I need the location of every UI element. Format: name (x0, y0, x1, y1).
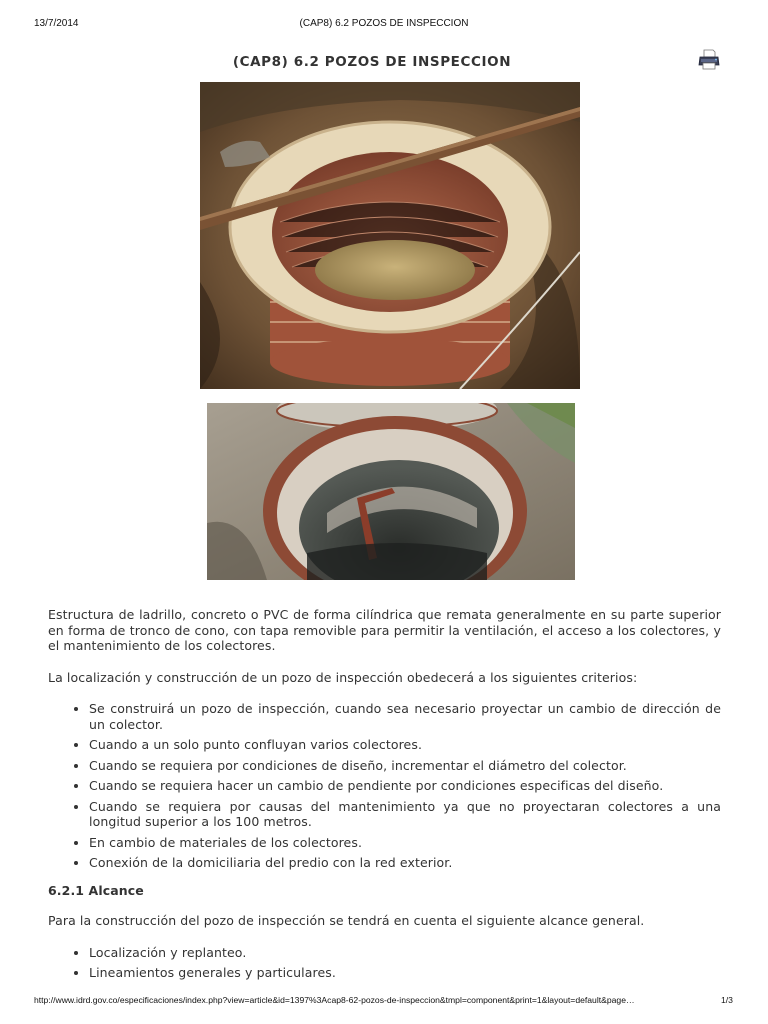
scope-list (48, 945, 721, 981)
article-title: (CAP8) 6.2 POZOS DE INSPECCION (232, 54, 512, 70)
bullet-icon (74, 805, 78, 809)
criteria-intro-paragraph: La localización y construcción de un pozo de inspección obedecerá a los siguientes criterios: (48, 669, 638, 685)
bullet-icon (74, 784, 78, 788)
list-item (48, 701, 721, 732)
list-item-text: Cuando se requiera hacer un cambio de pendiente por condiciones especificas del diseño. (89, 778, 664, 793)
section-heading-alcance: 6.2.1 Alcance (48, 882, 144, 898)
list-item (48, 737, 721, 753)
list-item (48, 945, 721, 961)
list-item (48, 758, 721, 774)
bullet-icon (74, 841, 78, 845)
bullet-icon (74, 951, 78, 955)
print-date: 13/7/2014 (34, 18, 79, 29)
brick-manhole-photo (200, 82, 580, 389)
list-item (48, 799, 721, 830)
list-item-text: Cuando a un solo punto confluyan varios colectores. (89, 737, 423, 752)
bullet-icon (74, 707, 78, 711)
source-url-link[interactable]: http://www.idrd.gov.co/especificaciones/index.php?view=article&id=1397%3Acap8-62-pozos-de-inspeccion&tmpl=component&print=1&layout=default&page… (34, 995, 635, 1005)
list-item-text: Conexión de la domiciliaria del predio con la red exterior. (89, 855, 453, 870)
bullet-icon (74, 764, 78, 768)
list-item (48, 855, 721, 871)
print-footer (0, 995, 768, 1009)
page-number: 1/3 (721, 995, 733, 1005)
list-item-text: Cuando se requiera por causas del mantenimiento ya que no proyectaran colectores a una longitud superior a los 100 metros. (89, 798, 721, 829)
list-item (48, 965, 721, 981)
printer-icon[interactable] (697, 47, 721, 71)
list-item-text: Se construirá un pozo de inspección, cuando sea necesario proyectar un cambio de dirección de un colector. (89, 701, 721, 732)
bullet-icon (74, 971, 78, 975)
print-header (0, 0, 768, 30)
bullet-icon (74, 861, 78, 865)
list-item (48, 778, 721, 794)
print-page-title: (CAP8) 6.2 POZOS DE INSPECCION (299, 18, 469, 29)
scope-intro-paragraph: Para la construcción del pozo de inspección se tendrá en cuenta el siguiente alcance general. (48, 913, 645, 928)
intro-paragraph: Estructura de ladrillo, concreto o PVC de forma cilíndrica que remata generalmente en su parte superior en forma de tronco de cono, con tapa removible para permitir la ventilación, el acceso a los colectores, y el mantenimiento de los colectores. (48, 607, 721, 653)
criteria-list (48, 701, 721, 871)
article-body (48, 607, 721, 993)
list-item-text: Cuando se requiera por condiciones de diseño, incrementar el diámetro del colector. (89, 757, 627, 773)
list-item (48, 835, 721, 851)
list-item-text: Localización y replanteo. (89, 944, 247, 960)
list-item-text: Lineamientos generales y particulares. (89, 965, 336, 980)
list-item-text: En cambio de materiales de los colectores. (89, 834, 363, 850)
concrete-manhole-photo (207, 403, 575, 580)
bullet-icon (74, 743, 78, 747)
